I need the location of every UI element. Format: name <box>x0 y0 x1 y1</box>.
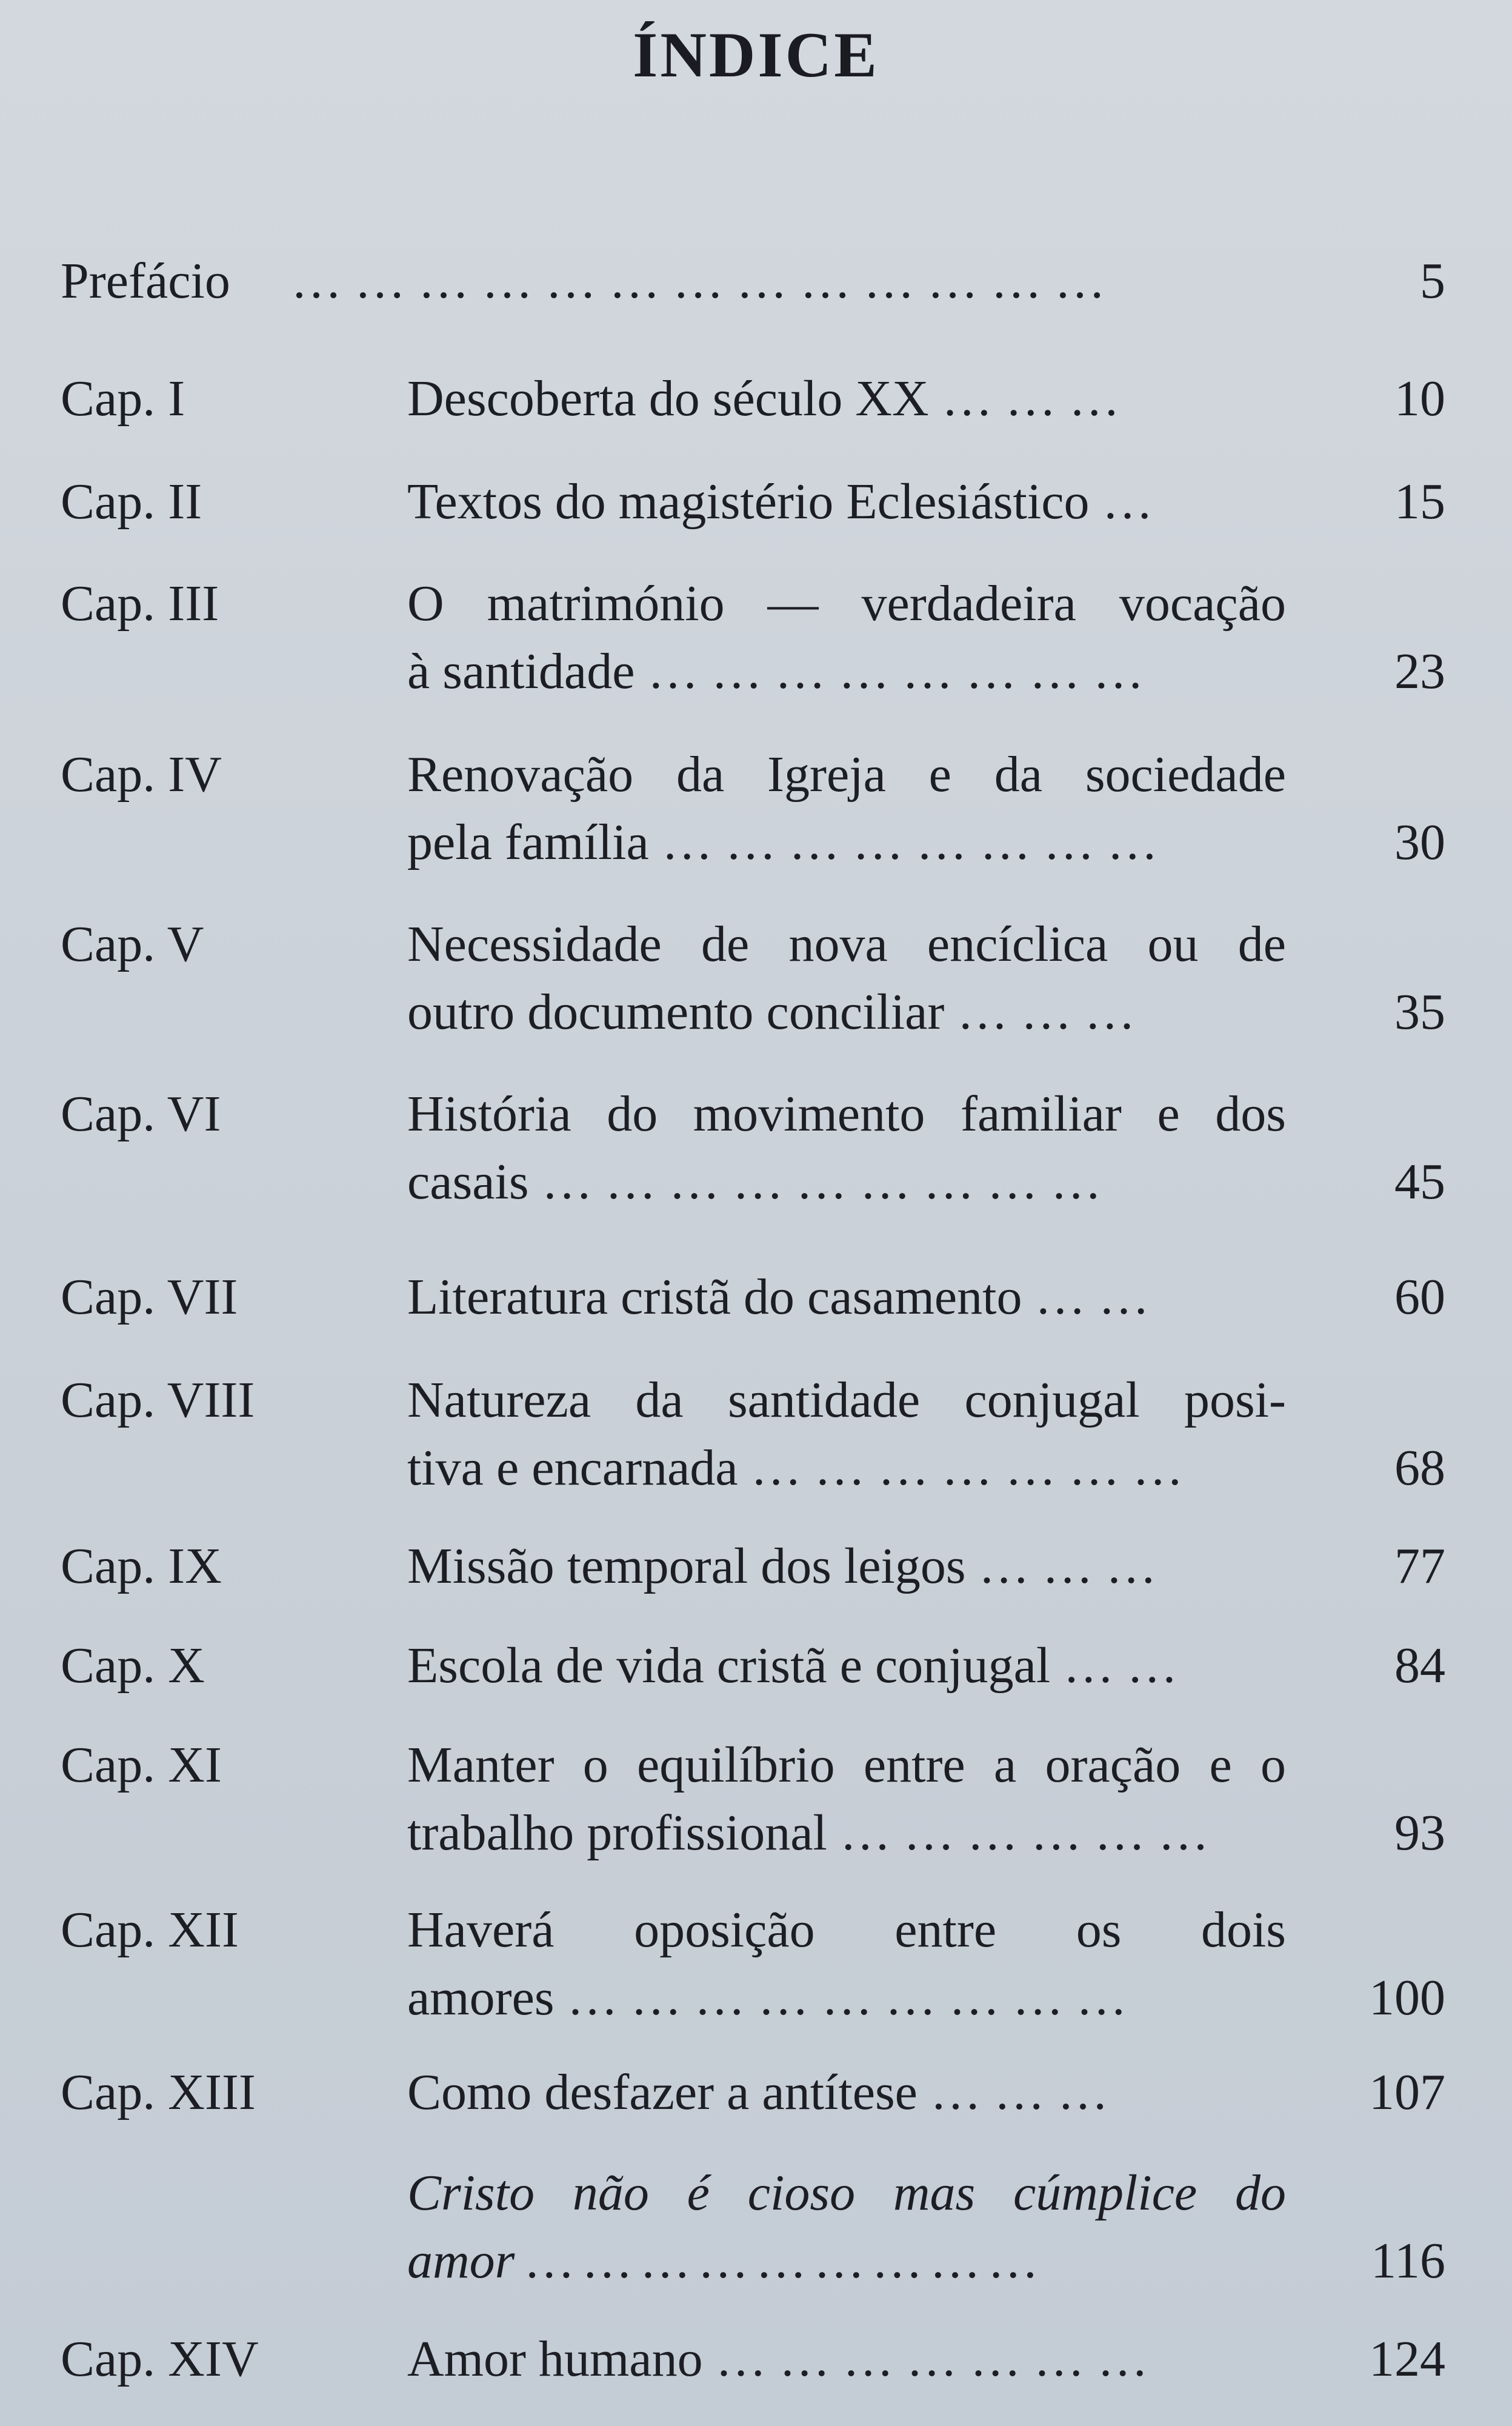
chapter-number: Cap. XIII <box>61 2064 256 2120</box>
chapter-page-number: 124 <box>1369 2331 1445 2387</box>
chapter-title <box>407 1366 1286 1502</box>
chapter-title-line: Necessidade de nova encíclica ou de <box>407 916 1286 972</box>
chapter-title <box>407 365 1286 433</box>
chapter-page-number: 23 <box>1394 643 1445 700</box>
chapter-title-line: Haverá oposição entre os dois <box>407 1902 1286 1958</box>
subentry-title-line: amor … … … … … … … … … <box>407 2233 1037 2289</box>
chapter-title <box>407 2059 1286 2127</box>
chapter-title <box>407 570 1286 706</box>
chapter-title-line: História do movimento familiar e dos <box>407 1086 1286 1142</box>
subentry-title-line: Cristo não é cioso mas cúmplice do <box>407 2165 1286 2221</box>
subentry-title <box>407 2159 1286 2295</box>
chapter-title <box>407 1080 1286 1216</box>
chapter-title-line: trabalho profissional … … … … … … <box>407 1805 1209 1861</box>
chapter-title-line: Amor humano … … … … … … … <box>407 2331 1148 2387</box>
chapter-page-number: 77 <box>1394 1538 1445 1594</box>
chapter-page-number: 107 <box>1369 2064 1445 2120</box>
chapter-number: Cap. XII <box>61 1902 239 1958</box>
chapter-page-number: 30 <box>1394 814 1445 870</box>
chapter-title <box>407 1731 1286 1867</box>
chapter-title-line: Natureza da santidade conjugal posi- <box>407 1372 1286 1428</box>
chapter-title <box>407 911 1286 1046</box>
chapter-title <box>407 1263 1286 1331</box>
chapter-page-number: 15 <box>1394 473 1445 530</box>
chapter-number: Cap. IV <box>61 746 222 803</box>
chapter-title-line: à santidade … … … … … … … … <box>407 643 1144 700</box>
preface-leader: … … … … … … … … … … … … … <box>291 253 1105 309</box>
chapter-title-line: outro documento conciliar … … … <box>407 984 1136 1040</box>
chapter-page-number: 10 <box>1394 370 1445 427</box>
chapter-title <box>407 1532 1286 1600</box>
chapter-title-line: O matrimónio — verdadeira vocação <box>407 575 1286 632</box>
chapter-title <box>407 1896 1286 2032</box>
chapter-title <box>407 468 1286 536</box>
chapter-number: Cap. XIV <box>61 2331 259 2387</box>
chapter-page-number: 68 <box>1394 1440 1445 1496</box>
preface-page-number: 5 <box>1420 253 1445 309</box>
chapter-title-line: amores … … … … … … … … … <box>407 1970 1127 2026</box>
chapter-number: Cap. XI <box>61 1737 222 1793</box>
chapter-number: Cap. V <box>61 916 204 972</box>
preface-label: Prefácio <box>61 253 230 309</box>
chapter-page-number: 84 <box>1394 1637 1445 1694</box>
chapter-page-number: 93 <box>1394 1805 1445 1861</box>
chapter-title-line: tiva e encarnada … … … … … … … <box>407 1440 1184 1496</box>
chapter-title-line: Manter o equilíbrio entre a oração e o <box>407 1737 1286 1793</box>
subentry-page-number: 116 <box>1371 2233 1445 2289</box>
chapter-number: Cap. III <box>61 575 219 632</box>
chapter-number: Cap. I <box>61 370 185 427</box>
chapter-number: Cap. II <box>61 473 202 530</box>
chapter-title-line: casais … … … … … … … … … <box>407 1154 1102 1210</box>
chapter-page-number: 60 <box>1394 1269 1445 1325</box>
chapter-number: Cap. VII <box>61 1269 238 1325</box>
chapter-number: Cap. VIII <box>61 1372 255 1428</box>
chapter-title-line: Como desfazer a antítese … … … <box>407 2064 1108 2120</box>
chapter-page-number: 35 <box>1394 984 1445 1040</box>
chapter-page-number: 45 <box>1394 1154 1445 1210</box>
chapter-title-line: Escola de vida cristã e conjugal … … <box>407 1637 1178 1694</box>
chapter-title-line: Textos do magistério Eclesiástico … <box>407 473 1153 530</box>
preface-entry <box>0 247 1512 315</box>
chapter-title-line: Renovação da Igreja e da sociedade <box>407 746 1286 803</box>
chapter-title-line: Literatura cristã do casamento … … <box>407 1269 1150 1325</box>
chapter-title-line: Missão temporal dos leigos … … … <box>407 1538 1157 1594</box>
chapter-title <box>407 1632 1286 1700</box>
chapter-number: Cap. X <box>61 1637 205 1694</box>
chapter-title-line: Descoberta do século XX … … … <box>407 370 1120 427</box>
chapter-title <box>407 741 1286 877</box>
chapter-number: Cap. IX <box>61 1538 222 1594</box>
chapter-title-line: pela família … … … … … … … … <box>407 814 1158 870</box>
chapter-number: Cap. VI <box>61 1086 221 1142</box>
chapter-page-number: 100 <box>1369 1970 1445 2026</box>
page-title: ÍNDICE <box>633 19 879 90</box>
chapter-title <box>407 2325 1286 2393</box>
